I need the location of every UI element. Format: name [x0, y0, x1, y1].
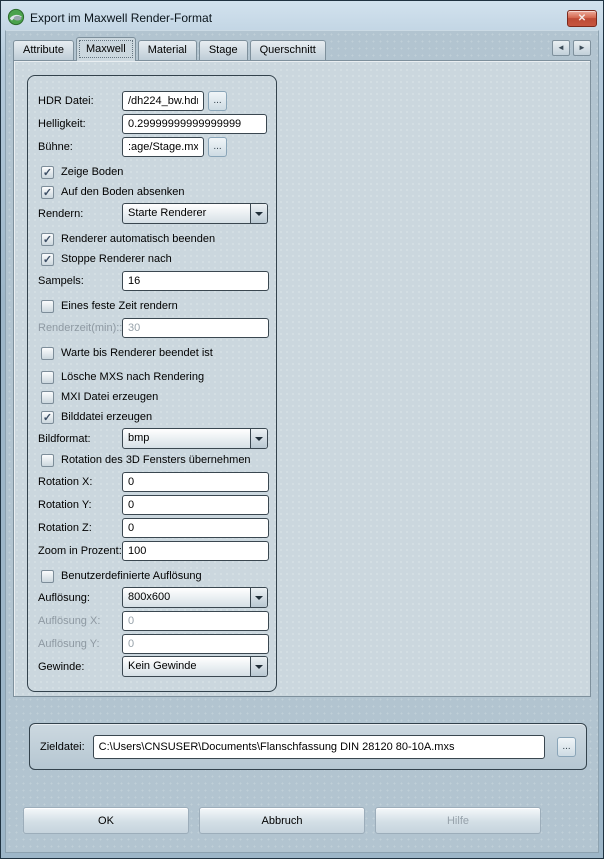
close-icon: ✕	[577, 12, 587, 24]
checkbox-row-boden-absenken[interactable]	[38, 182, 268, 202]
bilddatei-checkbox[interactable]: ✓	[42, 411, 53, 424]
zoom-prozent-input[interactable]	[122, 541, 269, 561]
zieldatei-panel	[29, 723, 587, 770]
stoppe-renderer-label: Stoppe Renderer nach	[61, 253, 172, 265]
field-gewinde	[38, 655, 268, 678]
field-aufloesung-x	[38, 609, 268, 632]
tab-bar	[6, 31, 598, 60]
field-rendern	[38, 202, 268, 225]
tab-querschnitt[interactable]: Querschnitt	[250, 40, 326, 60]
chevron-down-icon[interactable]	[250, 588, 267, 607]
checkbox-row-bilddatei[interactable]	[38, 407, 268, 427]
boden-absenken-checkbox[interactable]: ✓	[42, 186, 53, 199]
tab-stage[interactable]: Stage	[199, 40, 248, 60]
bildformat-dropdown[interactable]	[122, 428, 268, 449]
checkbox-row-renderer-beenden[interactable]	[38, 229, 268, 249]
zieldatei-label: Zieldatei:	[40, 740, 85, 753]
checkbox-row-benutzerdef-aufloesung[interactable]	[38, 566, 268, 586]
buehne-label: Bühne:	[38, 140, 73, 153]
mxi-datei-label: MXI Datei erzeugen	[61, 391, 159, 403]
tab-attribute[interactable]: Attribute	[13, 40, 74, 60]
zieldatei-input[interactable]	[93, 735, 545, 759]
dialog-button-row	[23, 807, 598, 834]
checkbox-row-rotation-uebernehmen[interactable]	[38, 450, 268, 470]
checkbox-row-mxi-datei[interactable]	[38, 387, 268, 407]
field-helligkeit	[38, 112, 268, 135]
warte-renderer-checkbox[interactable]	[41, 347, 54, 360]
renderzeit-label: Renderzeit(min)::	[38, 321, 122, 334]
tab-scroll-buttons	[552, 40, 591, 56]
field-aufloesung	[38, 586, 268, 609]
hilfe-button: Hilfe	[375, 807, 541, 834]
maxwell-settings-group	[27, 75, 277, 692]
checkbox-row-warte-renderer[interactable]	[38, 343, 268, 363]
field-zoom-prozent	[38, 539, 268, 562]
zieldatei-browse-button[interactable]: ...	[557, 737, 576, 757]
field-hdr-datei	[38, 89, 268, 112]
rotation-x-input[interactable]	[122, 472, 269, 492]
tab-scroll-left-icon[interactable]: ◄	[552, 40, 570, 56]
field-renderzeit	[38, 316, 268, 339]
aufloesung-y-label: Auflösung Y:	[38, 637, 100, 650]
stoppe-renderer-checkbox[interactable]: ✓	[42, 253, 53, 266]
checkbox-row-feste-zeit[interactable]	[38, 296, 268, 316]
rendern-label: Rendern:	[38, 207, 84, 220]
benutzerdef-aufloesung-checkbox[interactable]	[41, 570, 54, 583]
zoom-prozent-label: Zoom in Prozent:	[38, 544, 122, 557]
hdr-datei-label: HDR Datei:	[38, 94, 94, 107]
sampels-label: Sampels:	[38, 274, 84, 287]
chevron-down-icon[interactable]	[250, 657, 267, 676]
renderer-beenden-label: Renderer automatisch beenden	[61, 233, 216, 245]
field-sampels	[38, 269, 268, 292]
zeige-boden-checkbox[interactable]: ✓	[42, 166, 53, 179]
tab-maxwell[interactable]: Maxwell	[76, 37, 136, 61]
rotation-z-input[interactable]	[122, 518, 269, 538]
aufloesung-x-input	[122, 611, 269, 631]
rotation-z-label: Rotation Z:	[38, 521, 92, 534]
gewinde-value: Kein Gewinde	[128, 660, 197, 672]
aufloesung-dropdown[interactable]	[122, 587, 268, 608]
bildformat-label: Bildformat:	[38, 432, 91, 445]
dialog-client-area	[5, 30, 599, 853]
rendern-dropdown[interactable]	[122, 203, 268, 224]
benutzerdef-aufloesung-label: Benutzerdefinierte Auflösung	[61, 570, 202, 582]
field-rotation-y	[38, 493, 268, 516]
gewinde-label: Gewinde:	[38, 660, 85, 673]
field-rotation-z	[38, 516, 268, 539]
boden-absenken-label: Auf den Boden absenken	[61, 186, 185, 198]
hdr-datei-browse-button[interactable]: ...	[208, 91, 227, 111]
checkbox-row-stoppe-renderer[interactable]	[38, 249, 268, 269]
tab-scroll-right-icon[interactable]: ►	[573, 40, 591, 56]
rotation-y-input[interactable]	[122, 495, 269, 515]
renderzeit-input	[122, 318, 269, 338]
feste-zeit-checkbox[interactable]	[41, 300, 54, 313]
window-title: Export im Maxwell Render-Format	[30, 11, 213, 25]
chevron-down-icon[interactable]	[250, 429, 267, 448]
sampels-input[interactable]	[122, 271, 269, 291]
field-aufloesung-y	[38, 632, 268, 655]
feste-zeit-label: Eines feste Zeit rendern	[61, 300, 178, 312]
checkbox-row-zeige-boden[interactable]	[38, 162, 268, 182]
tab-material[interactable]: Material	[138, 40, 197, 60]
hdr-datei-input[interactable]	[122, 91, 204, 111]
chevron-down-icon[interactable]	[250, 204, 267, 223]
zeige-boden-label: Zeige Boden	[61, 166, 124, 178]
rotation-x-label: Rotation X:	[38, 475, 93, 488]
tab-page-maxwell	[13, 60, 591, 697]
bilddatei-label: Bilddatei erzeugen	[61, 411, 153, 423]
warte-renderer-label: Warte bis Renderer beendet ist	[61, 347, 213, 359]
loesche-mxs-label: Lösche MXS nach Rendering	[61, 371, 205, 383]
bildformat-value: bmp	[128, 432, 150, 444]
aufloesung-label: Auflösung:	[38, 591, 90, 604]
buehne-browse-button[interactable]: ...	[208, 137, 227, 157]
ok-button[interactable]: OK	[23, 807, 189, 834]
renderer-beenden-checkbox[interactable]: ✓	[42, 233, 53, 246]
app-icon	[7, 8, 25, 29]
rotation-uebernehmen-checkbox[interactable]	[41, 454, 54, 467]
loesche-mxs-checkbox[interactable]	[41, 371, 54, 384]
mxi-datei-checkbox[interactable]	[41, 391, 54, 404]
close-button[interactable]	[567, 10, 597, 27]
rotation-y-label: Rotation Y:	[38, 498, 92, 511]
field-rotation-x	[38, 470, 268, 493]
field-bildformat	[38, 427, 268, 450]
rendern-value: Starte Renderer	[128, 207, 207, 219]
abbruch-button[interactable]: Abbruch	[199, 807, 365, 834]
gewinde-dropdown[interactable]	[122, 656, 268, 677]
buehne-input[interactable]	[122, 137, 204, 157]
rotation-uebernehmen-label: Rotation des 3D Fensters übernehmen	[61, 454, 251, 466]
helligkeit-input[interactable]	[122, 114, 267, 134]
field-buehne	[38, 135, 268, 158]
helligkeit-label: Helligkeit:	[38, 117, 86, 130]
checkbox-row-loesche-mxs[interactable]	[38, 367, 268, 387]
aufloesung-y-input	[122, 634, 269, 654]
titlebar	[5, 5, 599, 30]
aufloesung-x-label: Auflösung X:	[38, 614, 101, 627]
aufloesung-value: 800x600	[128, 591, 171, 603]
